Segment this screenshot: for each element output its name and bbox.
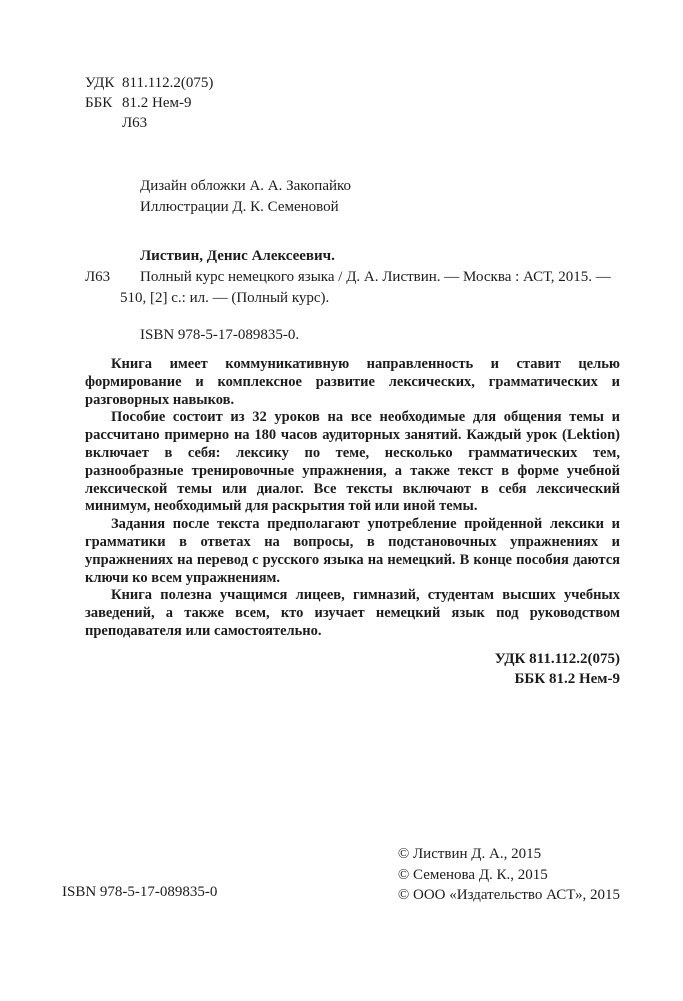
annotation-block [85,356,620,689]
footer-udk: УДК 811.112.2(075) [494,650,620,667]
catalog-author: Листвин, Денис Алексеевич. [140,248,335,264]
catalog-entry-line2: 510, [2] с.: ил. — (Полный курс). [120,290,330,306]
annotation-paragraph-2: Пособие состоит из 32 уроков на все необходимые для общения темы и рассчитано примерно на 180 часов аудиторных занятий. Каждый урок (Lektion) включает в себя: лексику по теме, несколько грамматических тем, разнообразные тренировочные упражнения, а также текст в форме учебной лексической темы или диалог. Все тексты включают в себя лексический минимум, необходимый для раскрытия той или иной темы. [85,409,620,515]
cover-design-credit: Дизайн обложки А. А. Закопайко [140,178,352,194]
copyright-block [398,844,620,906]
catalog-isbn: ISBN 978-5-17-089835-0. [140,327,300,343]
illustrations-credit: Иллюстрации Д. К. Семеновой [140,199,339,215]
udk-row [85,73,213,93]
footer-isbn: ISBN 978-5-17-089835-0 [62,884,218,900]
author-code-row [85,113,213,133]
udk-value: 811.112.2(075) [122,75,214,91]
annotation-paragraph-3: Задания после текста предполагают употребление пройденной лексики и грамматики в ответах на вопросы, в подстановочных упражнениях и упражнениях на перевод с русского языка на немецкий. В конце пособия даются ключи ко всем упражнениям. [85,516,620,586]
header-codes [85,73,213,133]
bbk-value: 81.2 Нем-9 [122,95,192,111]
catalog-entry-line1: Полный курс немецкого языка / Д. А. Листвин. — Москва : АСТ, 2015. — [140,269,611,285]
catalog-margin-code: Л63 [85,269,111,285]
footer-codes [85,649,620,689]
bbk-row [85,93,213,113]
author-code: Л63 [122,115,148,131]
copyright-illustrator: © Семенова Д. К., 2015 [397,866,548,883]
copyright-publisher: © ООО «Издательство АСТ», 2015 [397,887,620,903]
copyright-author: © Листвин Д. А., 2015 [397,846,542,862]
catalog-body [85,267,620,309]
annotation-paragraph-1: Книга имеет коммуникативную направленность и ставит целью формирование и комплексное развитие лексических, грамматических и разговорных навыков. [85,356,620,408]
udk-label: УДК [85,75,115,91]
footer-bbk: ББК 81.2 Нем-9 [514,670,620,687]
credits [140,176,351,218]
annotation-paragraph-4: Книга полезна учащимся лицеев, гимназий, студентам высших учебных заведений, а также всем, кто изучает немецкий язык под руководством преподавателя или самостоятельно. [85,587,620,639]
catalog-entry [85,246,620,346]
bbk-label: ББК [85,95,113,111]
copyright-wrap [398,844,620,906]
